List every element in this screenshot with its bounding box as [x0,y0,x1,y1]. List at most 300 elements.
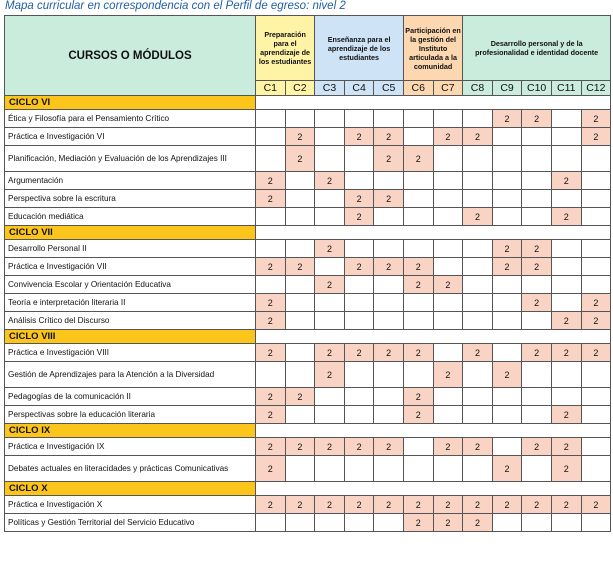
competency-cell: 2 [522,258,552,276]
table-row [5,110,611,128]
competency-cell [433,110,463,128]
competency-cell [463,172,493,190]
competency-cell [522,128,552,146]
competency-cell: 2 [403,406,433,424]
competency-code-c9: C9 [492,81,522,96]
competency-cell [433,146,463,172]
competency-cell: 2 [551,496,581,514]
competency-cell [522,208,552,226]
competency-cell: 2 [315,496,345,514]
competency-cell [522,312,552,330]
course-name: Políticas y Gestión Territorial del Servicio Educativo [5,514,256,532]
competency-cell [522,172,552,190]
competency-cell: 2 [551,208,581,226]
table-body [5,96,611,532]
competency-cell: 2 [433,276,463,294]
competency-group-2: Enseñanza para el aprendizaje de los estudiantes [315,16,404,81]
competency-cell: 2 [433,496,463,514]
competency-cell [581,406,611,424]
cycle-label: CICLO IX [5,424,256,438]
competency-cell: 2 [581,344,611,362]
competency-cell [463,294,493,312]
competency-cell [315,190,345,208]
competency-cell [403,190,433,208]
cycle-blank [256,482,611,496]
competency-cell [492,438,522,456]
competency-cell [403,128,433,146]
competency-cell [256,110,286,128]
competency-cell: 2 [315,172,345,190]
competency-cell: 2 [522,294,552,312]
competency-cell [581,388,611,406]
competency-cell: 2 [551,406,581,424]
course-name: Práctica e Investigación X [5,496,256,514]
competency-cell: 2 [344,128,374,146]
competency-cell: 2 [256,388,286,406]
competency-code-c8: C8 [463,81,493,96]
competency-cell: 2 [551,172,581,190]
competency-cell: 2 [403,496,433,514]
table-row [5,190,611,208]
competency-cell: 2 [463,208,493,226]
competency-cell [256,276,286,294]
competency-cell [285,294,315,312]
competency-cell [256,514,286,532]
competency-cell [374,276,404,294]
table-row [5,128,611,146]
competency-cell: 2 [433,438,463,456]
course-name: Educación mediática [5,208,256,226]
competency-cell: 2 [463,128,493,146]
competency-code-c7: C7 [433,81,463,96]
competency-cell [581,190,611,208]
competency-cell [403,438,433,456]
table-row [5,406,611,424]
course-name: Práctica e Investigación IX [5,438,256,456]
competency-cell [433,406,463,424]
competency-cell: 2 [492,362,522,388]
competency-cell [344,172,374,190]
competency-cell: 2 [374,258,404,276]
competency-cell: 2 [403,146,433,172]
competency-cell [315,388,345,406]
competency-cell [581,146,611,172]
competency-cell [315,110,345,128]
competency-cell [374,514,404,532]
course-name: Práctica e Investigación VIII [5,344,256,362]
course-name: Convivencia Escolar y Orientación Educativa [5,276,256,294]
competency-cell [551,514,581,532]
course-name: Perspectivas sobre la educación literaria [5,406,256,424]
table-row [5,456,611,482]
competency-cell: 2 [551,456,581,482]
competency-cell [256,146,286,172]
table-row [5,172,611,190]
competency-code-c10: C10 [522,81,552,96]
curriculum-table [4,15,611,532]
competency-cell [374,172,404,190]
competency-code-c5: C5 [374,81,404,96]
cycle-row [5,482,611,496]
competency-cell [374,294,404,312]
competency-cell: 2 [256,294,286,312]
competency-cell: 2 [285,496,315,514]
competency-cell [463,240,493,258]
competency-cell [315,456,345,482]
competency-cell: 2 [285,388,315,406]
competency-cell [492,406,522,424]
table-row [5,294,611,312]
competency-cell [551,110,581,128]
competency-code-c2: C2 [285,81,315,96]
competency-cell: 2 [344,258,374,276]
competency-cell [285,110,315,128]
competency-cell [433,388,463,406]
competency-cell: 2 [522,496,552,514]
competency-group-1: Preparación para el aprendizaje de los estudiantes [256,16,315,81]
competency-code-c12: C12 [581,81,611,96]
competency-cell [463,146,493,172]
competency-cell: 2 [285,438,315,456]
competency-cell [551,362,581,388]
competency-cell [581,456,611,482]
competency-cell [492,208,522,226]
competency-cell [285,362,315,388]
competency-cell [344,406,374,424]
competency-cell: 2 [551,312,581,330]
competency-cell [522,388,552,406]
competency-group-4: Desarrollo personal y de la profesionalidad e identidad docente [463,16,611,81]
cycle-row [5,330,611,344]
course-name: Práctica e Investigación VII [5,258,256,276]
competency-cell: 2 [433,514,463,532]
competency-cell [522,514,552,532]
competency-cell [581,438,611,456]
competency-cell: 2 [492,258,522,276]
competency-cell: 2 [463,514,493,532]
competency-cell [581,276,611,294]
competency-cell: 2 [374,146,404,172]
competency-cell [403,362,433,388]
competency-code-c1: C1 [256,81,286,96]
competency-cell [344,146,374,172]
competency-cell: 2 [285,258,315,276]
competency-cell [285,208,315,226]
competency-cell [492,190,522,208]
competency-cell [463,456,493,482]
competency-cell [285,172,315,190]
competency-cell [374,312,404,330]
competency-cell [522,276,552,294]
table-row [5,208,611,226]
table-row [5,438,611,456]
competency-cell: 2 [256,456,286,482]
competency-cell [285,514,315,532]
competency-cell [285,456,315,482]
competency-cell [463,190,493,208]
competency-cell [344,514,374,532]
course-name: Gestión de Aprendizajes para la Atención a la Diversidad [5,362,256,388]
competency-cell [403,312,433,330]
competency-cell [374,362,404,388]
page-title: Mapa curricular en correspondencia con el Perfil de egreso: nivel 2 [5,0,346,12]
competency-cell [344,240,374,258]
competency-cell: 2 [344,496,374,514]
competency-cell: 2 [433,362,463,388]
competency-cell [551,388,581,406]
competency-cell [492,514,522,532]
course-name: Práctica e Investigación VI [5,128,256,146]
course-name: Perspectiva sobre la escritura [5,190,256,208]
competency-cell [551,294,581,312]
competency-cell [374,388,404,406]
competency-cell [433,344,463,362]
competency-cell [522,362,552,388]
competency-cell: 2 [403,514,433,532]
group-header-row [5,16,611,81]
cycle-blank [256,226,611,240]
competency-cell [315,258,345,276]
competency-cell [492,344,522,362]
table-row [5,362,611,388]
table-row [5,344,611,362]
competency-cell [463,362,493,388]
competency-cell: 2 [522,438,552,456]
competency-cell [433,456,463,482]
cycle-blank [256,330,611,344]
competency-cell: 2 [315,362,345,388]
cycle-label: CICLO VII [5,226,256,240]
competency-cell: 2 [256,496,286,514]
table-header [5,16,611,96]
competency-cell: 2 [463,344,493,362]
cycle-label: CICLO X [5,482,256,496]
competency-cell [403,294,433,312]
competency-cell [433,172,463,190]
competency-cell [344,456,374,482]
competency-cell [522,406,552,424]
competency-cell [344,312,374,330]
competency-cell [403,240,433,258]
competency-cell [581,258,611,276]
course-name: Planificación, Mediación y Evaluación de los Aprendizajes III [5,146,256,172]
competency-cell: 2 [581,496,611,514]
competency-cell [256,208,286,226]
course-name: Teoría e interpretación literaria II [5,294,256,312]
table-row [5,514,611,532]
competency-cell: 2 [403,258,433,276]
competency-cell [374,208,404,226]
competency-cell [581,172,611,190]
competency-cell: 2 [344,438,374,456]
course-name: Análisis Crítico del Discurso [5,312,256,330]
competency-cell: 2 [522,344,552,362]
competency-cell [315,128,345,146]
competency-cell [522,190,552,208]
competency-cell: 2 [374,190,404,208]
competency-cell [403,208,433,226]
competency-cell [315,294,345,312]
competency-cell: 2 [344,208,374,226]
competency-cell: 2 [374,438,404,456]
competency-cell [285,406,315,424]
competency-cell [492,294,522,312]
competency-cell: 2 [256,406,286,424]
competency-cell [492,388,522,406]
cycle-blank [256,96,611,110]
table-row [5,496,611,514]
cycle-row [5,424,611,438]
competency-cell [433,190,463,208]
competency-cell: 2 [581,312,611,330]
competency-cell [492,128,522,146]
competency-code-c4: C4 [344,81,374,96]
competency-cell [256,240,286,258]
competency-cell [315,146,345,172]
competency-cell [551,276,581,294]
table-row [5,258,611,276]
competency-cell [551,128,581,146]
competency-cell: 2 [374,128,404,146]
competency-cell: 2 [403,388,433,406]
cycle-blank [256,424,611,438]
competency-cell: 2 [285,146,315,172]
competency-cell [522,456,552,482]
competency-cell: 2 [492,110,522,128]
competency-cell: 2 [581,110,611,128]
competency-cell: 2 [403,344,433,362]
competency-cell [285,240,315,258]
competency-code-c3: C3 [315,81,345,96]
competency-cell: 2 [522,240,552,258]
competency-cell [463,276,493,294]
competency-cell: 2 [344,190,374,208]
competency-cell [374,456,404,482]
cycle-label: CICLO VI [5,96,256,110]
competency-cell: 2 [492,496,522,514]
competency-cell [285,190,315,208]
competency-cell: 2 [256,172,286,190]
competency-cell [315,514,345,532]
competency-cell: 2 [285,128,315,146]
competency-cell: 2 [256,312,286,330]
competency-cell [492,312,522,330]
competency-cell: 2 [433,128,463,146]
competency-cell [522,146,552,172]
cycle-row [5,96,611,110]
course-name: Debates actuales en literacidades y prácticas Comunicativas [5,456,256,482]
competency-cell [285,276,315,294]
table-row [5,240,611,258]
course-name: Desarrollo Personal II [5,240,256,258]
competency-cell [463,388,493,406]
competency-cell [344,388,374,406]
competency-cell: 2 [463,438,493,456]
competency-cell [551,240,581,258]
competency-cell: 2 [374,344,404,362]
competency-cell: 2 [551,344,581,362]
cycle-label: CICLO VIII [5,330,256,344]
competency-cell [463,258,493,276]
competency-cell: 2 [315,344,345,362]
competency-cell [374,110,404,128]
competency-cell [581,240,611,258]
competency-cell [344,362,374,388]
competency-cell [256,128,286,146]
cycle-row [5,226,611,240]
competency-cell [433,312,463,330]
competency-cell [463,110,493,128]
competency-cell: 2 [492,240,522,258]
competency-cell [285,312,315,330]
competency-cell: 2 [581,294,611,312]
competency-cell: 2 [463,496,493,514]
competency-cell [344,276,374,294]
table-row [5,146,611,172]
competency-cell [374,406,404,424]
competency-cell [433,294,463,312]
course-name: Argumentación [5,172,256,190]
competency-cell [433,258,463,276]
table-row [5,276,611,294]
competency-cell: 2 [551,438,581,456]
competency-cell: 2 [315,240,345,258]
competency-code-c11: C11 [551,81,581,96]
table-row [5,388,611,406]
competency-cell [403,456,433,482]
course-name: Pedagogías de la comunicación II [5,388,256,406]
competency-cell: 2 [256,344,286,362]
competency-cell [581,362,611,388]
table-row [5,312,611,330]
competency-cell [581,514,611,532]
competency-cell: 2 [403,276,433,294]
competency-cell: 2 [344,344,374,362]
courses-column-header: CURSOS O MÓDULOS [5,16,256,96]
competency-cell [551,146,581,172]
competency-cell: 2 [315,438,345,456]
competency-cell [344,110,374,128]
competency-group-3: Participación en la gestión del Instituto articulada a la comunidad [403,16,462,81]
competency-cell [403,110,433,128]
competency-cell [374,240,404,258]
competency-cell [256,362,286,388]
competency-cell: 2 [256,190,286,208]
course-name: Ética y Filosofía para el Pensamiento Crítico [5,110,256,128]
competency-cell: 2 [256,258,286,276]
competency-cell: 2 [374,496,404,514]
competency-cell [463,406,493,424]
competency-cell [315,406,345,424]
competency-cell [551,258,581,276]
competency-code-c6: C6 [403,81,433,96]
competency-cell [463,312,493,330]
competency-cell: 2 [256,438,286,456]
competency-cell [581,208,611,226]
competency-cell: 2 [492,456,522,482]
competency-cell [315,208,345,226]
competency-cell: 2 [581,128,611,146]
competency-cell [344,294,374,312]
competency-cell [433,240,463,258]
competency-cell [492,172,522,190]
competency-cell [433,208,463,226]
competency-cell [492,276,522,294]
competency-cell [285,344,315,362]
competency-cell: 2 [315,276,345,294]
competency-cell [315,312,345,330]
competency-cell [403,172,433,190]
